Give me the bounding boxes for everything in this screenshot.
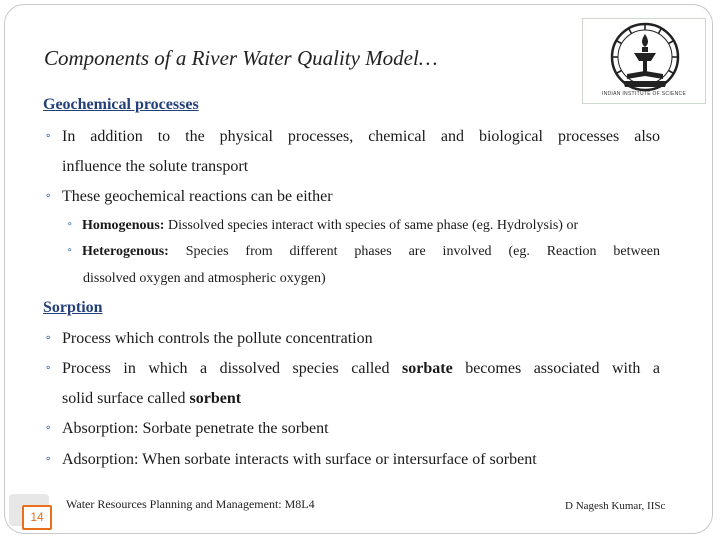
heterogenous-text: Species from different phases are involved (eg. Reaction between [185,244,661,259]
sorbent-term: sorbent [189,390,242,407]
sorption-bullet-4 [44,451,537,469]
bullet-icon: ⚬ [44,363,53,374]
sorption-bullet-1 [44,330,373,348]
sorption-bullet-3-text: Absorption: Sorbate penetrate the sorbent [62,420,329,437]
sorption-bullet-3 [44,420,329,438]
homogenous-term: Homogenous: [82,218,165,233]
bullet-icon: ⚬ [44,454,53,465]
logo-caption: INDIAN INSTITUTE OF SCIENCE [601,91,687,97]
geochemical-heading: Geochemical processes [43,96,199,113]
footer-course: Water Resources Planning and Management: M8L4 [66,497,315,511]
institute-logo [582,18,706,104]
slide-title: Components of a River Water Quality Model… [44,46,438,70]
sorption-heading: Sorption [43,299,103,316]
bullet-icon: ⚬ [44,423,53,434]
bullet-icon: ⚬ [44,333,53,344]
bullet-icon: ⚬ [44,131,53,142]
page-number-badge [9,494,49,526]
sorption-bullet-2 [44,360,660,378]
sorbate-term: sorbate [402,360,453,377]
sorption-bullet-1-text: Process which controls the pollute concentration [62,330,373,347]
sorption-bullet-2-pre: Process in which a dissolved species called [62,360,390,377]
heterogenous-item [66,244,660,260]
geochem-bullet-1-cont: influence the solute transport [62,158,249,175]
geochem-bullet-2-text: These geochemical reactions can be either [62,188,333,205]
sorption-bullet-2-post: becomes associated with a [465,360,661,377]
sorption-bullet-2-cont-pre: solid surface called [62,390,186,407]
heterogenous-term: Heterogenous: [82,244,169,259]
heterogenous-cont: dissolved oxygen and atmospheric oxygen) [83,271,326,286]
homogenous-item [66,218,578,234]
institute-emblem-icon [587,21,703,93]
page-number: 14 [22,505,52,530]
sorption-bullet-2-cont [62,390,241,408]
sorption-bullet-4-text: Adsorption: When sorbate interacts with surface or intersurface of sorbent [62,451,537,468]
geochem-bullet-1-text: In addition to the physical processes, chemical and biological processes also [62,128,660,145]
geochem-bullet-1 [44,128,660,146]
footer-author: D Nagesh Kumar, IISc [565,500,666,512]
homogenous-text: Dissolved species interact with species of same phase (eg. Hydrolysis) or [167,218,579,233]
geochem-bullet-2 [44,188,333,206]
bullet-icon: ⚬ [44,191,53,202]
bullet-icon: ⚬ [66,220,74,230]
bullet-icon: ⚬ [66,246,74,256]
